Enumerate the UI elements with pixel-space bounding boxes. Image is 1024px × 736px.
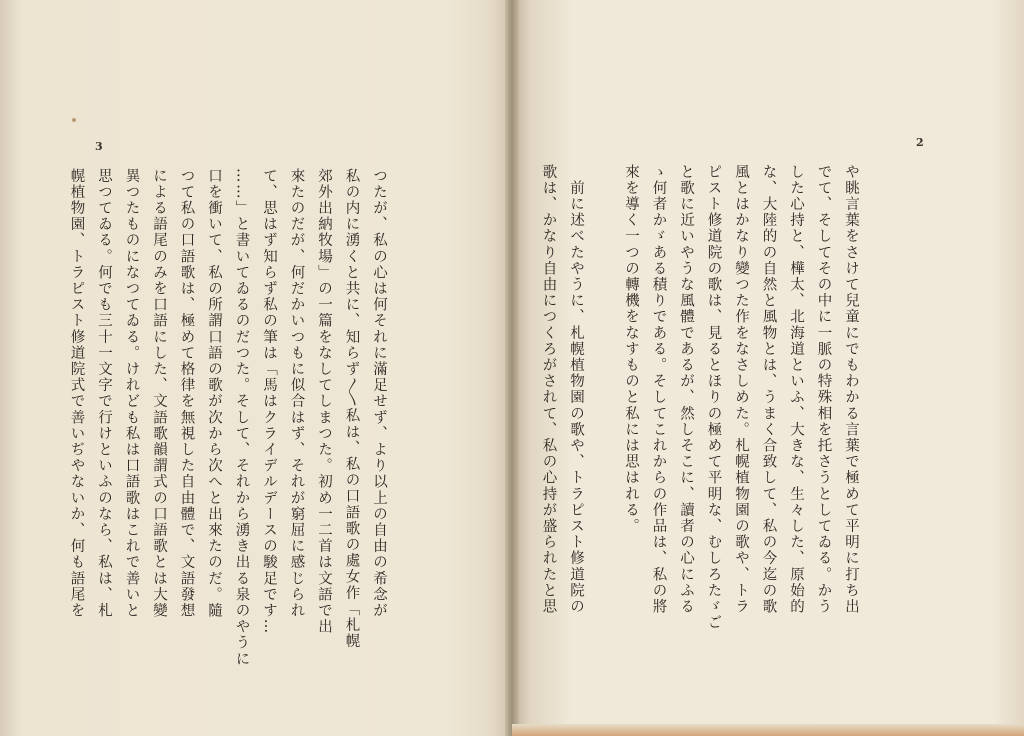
text-line: 幌植物園、トラピスト修道院式で善いぢやないか、何も語尾を — [68, 168, 85, 619]
page-number-left: 3 — [95, 140, 103, 153]
text-line: 私の内に湧くと共に、知らず〳〵私は、私の口語歌の處女作「札幌 — [343, 168, 360, 650]
text-line: て、思はず知らず私の筆は「馬はクライデルデースの駿足です… — [261, 168, 277, 635]
text-line: ゝ何者かゞある積りである。そしてこれからの作品は、私の將 — [650, 164, 667, 615]
text-line: 口を衝いて、私の所謂口語の歌が次から次へと出來たのだ。隨 — [206, 168, 222, 619]
text-line: 歌は、かなり自由につくろがされて、私の心持が盛られたと思 — [540, 164, 557, 615]
right-page — [512, 0, 1024, 736]
text-line: による語尾のみを口語にした、文語歌韻謂式の口語歌とは大變 — [151, 168, 167, 619]
text-line-blank — [589, 164, 617, 594]
page-edge — [512, 724, 1024, 736]
text-line: ……」と書いてゐるのだつた。そして、それから湧き出る泉のやうに — [233, 168, 250, 668]
paper-stain — [72, 118, 76, 122]
text-line: した心持と、樺太、北海道といふ、大きな、生々した、原始的 — [788, 164, 804, 615]
text-line: つたが、私の心は何それに滿足せず、より以上の自由の希念が — [371, 168, 387, 619]
text-line: 來を導く一つの轉機をなすものと私には思はれる。 — [623, 164, 639, 535]
text-line: 思つてゐる。何でも三十一文字で行けといふのなら、私は、札 — [96, 168, 112, 619]
text-line: 來たのだが、何だかいつもに似合はず、それが窮屈に感じられ — [288, 168, 305, 619]
text-line: 異つたものになつてゐる。けれども私は口語歌はこれで善いと — [123, 168, 140, 619]
text-line: 前に述べたやうに、札幌植物園の歌や、トラピスト修道院の — [568, 164, 584, 615]
text-line: な、大陸的の自然と風物とは、うまく合致して、私の今迄の歌 — [760, 164, 777, 615]
text-line: ピスト修道院の歌は、見るとほりの極めて平明な、むしろたゞご — [705, 164, 722, 631]
text-line: 風とはかなり變つた作をなさしめた。札幌植物園の歌や、トラ — [733, 164, 749, 615]
text-line: つて私の口語歌は、極めて格律を無視した自由體で、文語發想 — [178, 168, 195, 619]
text-line: でて、そしてその中に一脈の特殊相を托さうとしてゐる。かう — [815, 164, 832, 615]
text-line: や眺言葉をさけて兒童にでもわかる言葉で極めて平明に打ち出 — [843, 164, 859, 615]
page-number-right: 2 — [916, 136, 924, 149]
book-spine — [505, 0, 519, 736]
text-line: と歌に近いやうな風體であるが、然しそこに、讀者の心にふる — [678, 164, 694, 615]
text-line: 郊外出納牧場」の一篇をなしてしまつた。初め一二首は文語で出 — [316, 168, 332, 635]
right-text-block — [534, 164, 864, 631]
left-text-block — [62, 168, 392, 668]
